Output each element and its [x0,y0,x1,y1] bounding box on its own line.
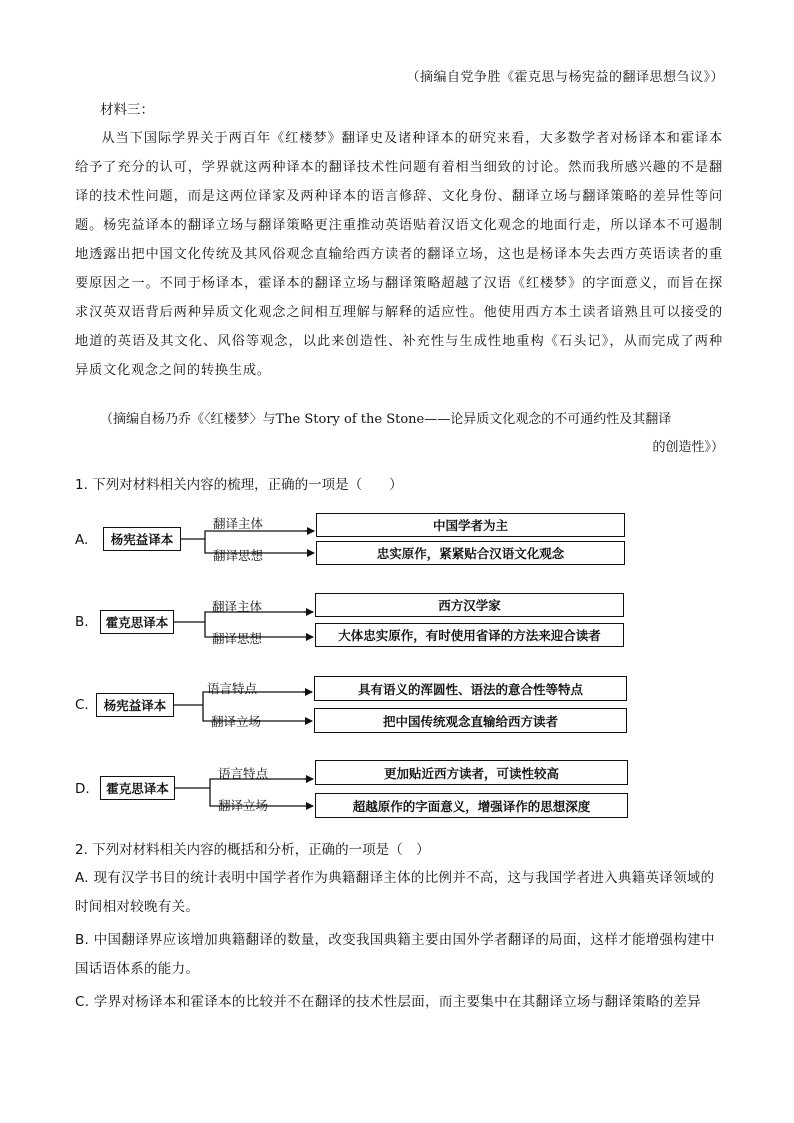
option-a-branch-2-label: 翻译思想 [213,548,264,563]
option-d-letter[interactable]: D. [75,781,90,797]
option-d-branch-2-label: 翻译立场 [218,798,269,813]
option-a-connector [181,531,314,553]
answer-a[interactable]: A. 现有汉学书目的统计表明中国学者作为典籍翻译主体的比例并不高，这与我国学者进入典籍英译领域的时间相对较晚有关。 [75,870,715,915]
option-c-connector [174,692,312,721]
option-a-value-1-box: 中国学者为主 [316,513,625,537]
option-c-value-1-box: 具有语义的浑圆性、语法的意合性等特点 [314,676,627,701]
material-text: 从当下国际学界关于两百年《红楼梦》翻译史及诸种译本的研究来看，大多数学者对杨译本和霍译本给予了充分的认可，学界就这两种译本的翻译技术性问题有着相当细致的讨论。然而我所感兴趣的不是翻译的技术性问题，而是这两位译家及两种译本的语言修辞、文化身份、翻译立场与翻译策略的差异性等问题。杨宪益译本的翻译立场与翻译策略更注重推动英语贴着汉语文化观念的地面行走，所以译本不可遏制地透露出把中国文化传统及其风俗观念直输给西方读者的翻译立场，这也是杨译本失去西方英语读者的重要原因之一。不同于杨译本，霍译本的翻译立场与翻译策略超越了汉语《红楼梦》的字面意义，而旨在探求汉英双语背后两种异质文化观念之间相互理解与解释的适应性。他使用西方本土读者谙熟且可以接受的地道的英语及其文化、风俗等观念，以此来创造性、补充性与生成性地重构《石头记》，从而完成了两种异质文化观念之间的转换生成。 [75,131,723,378]
option-a-value-2-box: 忠实原作，紧紧贴合汉语文化观念 [316,541,625,565]
option-a-letter[interactable]: A. [75,532,89,548]
option-b-connector [174,612,313,637]
option-b-branch-1-label: 翻译主体 [212,599,263,614]
question-2: 2. 下列对材料相关内容的概括和分析，正确的一项是（ ） [75,842,430,858]
option-d-value-2-box: 超越原作的字面意义，增强译作的思想深度 [315,793,628,818]
option-d-value-1-box: 更加贴近西方读者，可读性较高 [315,760,628,785]
option-a-main-box: 杨宪益译本 [103,527,181,551]
source-citation-2-line2: 的创造性》） [652,440,724,455]
option-b-value-2-box: 大体忠实原作，有时使用省译的方法来迎合读者 [315,623,624,647]
option-b-value-1-box: 西方汉学家 [315,593,624,617]
option-c-value-2-box: 把中国传统观念直输给西方读者 [314,708,627,733]
option-a-branch-1-label: 翻译主体 [213,516,264,531]
option-c-main-box: 杨宪益译本 [96,693,174,717]
option-c-branch-2-label: 翻译立场 [211,714,262,729]
material-label: 材料三： [100,102,154,118]
option-c-letter[interactable]: C. [75,697,89,713]
question-1: 1. 下列对材料相关内容的梳理，正确的一项是（ ） [75,477,403,493]
option-b-letter[interactable]: B. [75,614,89,630]
option-c-branch-1-label: 语言特点 [207,681,258,696]
answer-c[interactable]: C. 学界对杨译本和霍译本的比较并不在翻译的技术性层面，而主要集中在其翻译立场与翻译策略的差异 [75,994,702,1010]
source-citation-1: （摘编自党争胜《霍克思与杨宪益的翻译思想刍议》） [406,70,724,85]
option-d-connector [175,779,313,806]
option-b-main-box: 霍克思译本 [100,610,174,634]
source-citation-2-line1: （摘编自杨乃乔《〈红楼梦〉与The Story of the Stone——论异质文化观念的不可通约性及其翻译 [100,412,672,427]
option-d-main-box: 霍克思译本 [100,776,175,800]
option-d-branch-1-label: 语言特点 [218,766,269,781]
option-b-branch-2-label: 翻译思想 [212,631,263,646]
answer-b[interactable]: B. 中国翻译界应该增加典籍翻译的数量，改变我国典籍主要由国外学者翻译的局面，这样才能增强构建中国话语体系的能力。 [75,932,715,977]
